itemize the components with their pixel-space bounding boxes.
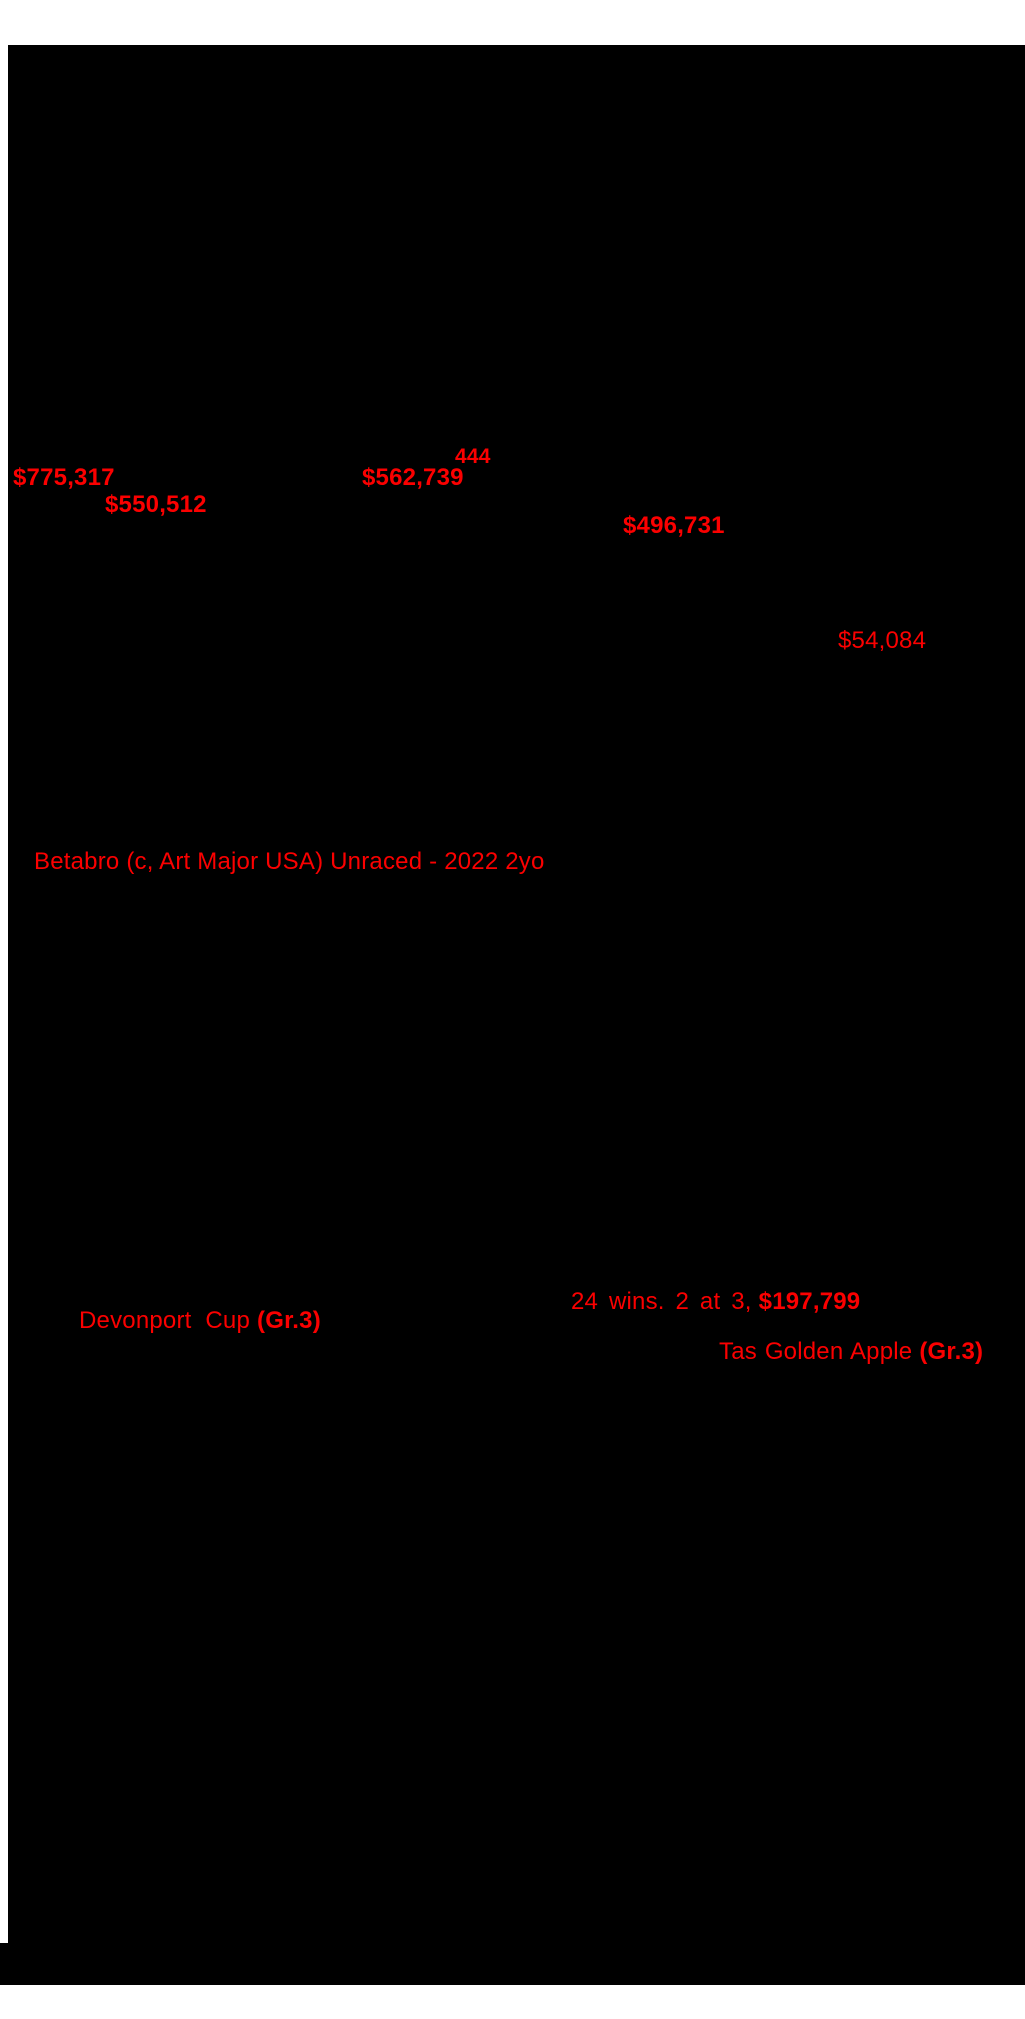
progeny-note: Betabro (c, Art Major USA) Unraced - 2022 2yo [34,848,545,875]
stakes-race-grade: (Gr.3) [257,1307,321,1334]
prizemoney-amount-4: $496,731 [623,512,725,539]
race-record-line [571,1290,860,1314]
prizemoney-amount-5: $54,084 [838,627,927,654]
redacted-content-patch [0,1943,9,1985]
prizemoney-amount-2: $550,512 [105,491,207,518]
lot-number: 444 [455,445,491,468]
stakes-race-grade: (Gr.3) [919,1338,984,1365]
stakes-race-name: Tas Golden Apple [719,1338,913,1365]
stakes-race-tas-golden-apple [719,1340,983,1364]
race-record-text: 24 wins. 2 at 3, [571,1288,752,1315]
redacted-content-block [8,45,1025,1985]
prizemoney-amount-3: $562,739 [362,464,464,491]
prizemoney-amount-1: $775,317 [13,464,115,491]
stakes-race-name: Devonport Cup [79,1307,251,1334]
race-record-earnings: $197,799 [758,1288,861,1315]
stakes-race-devonport-cup [79,1309,321,1333]
